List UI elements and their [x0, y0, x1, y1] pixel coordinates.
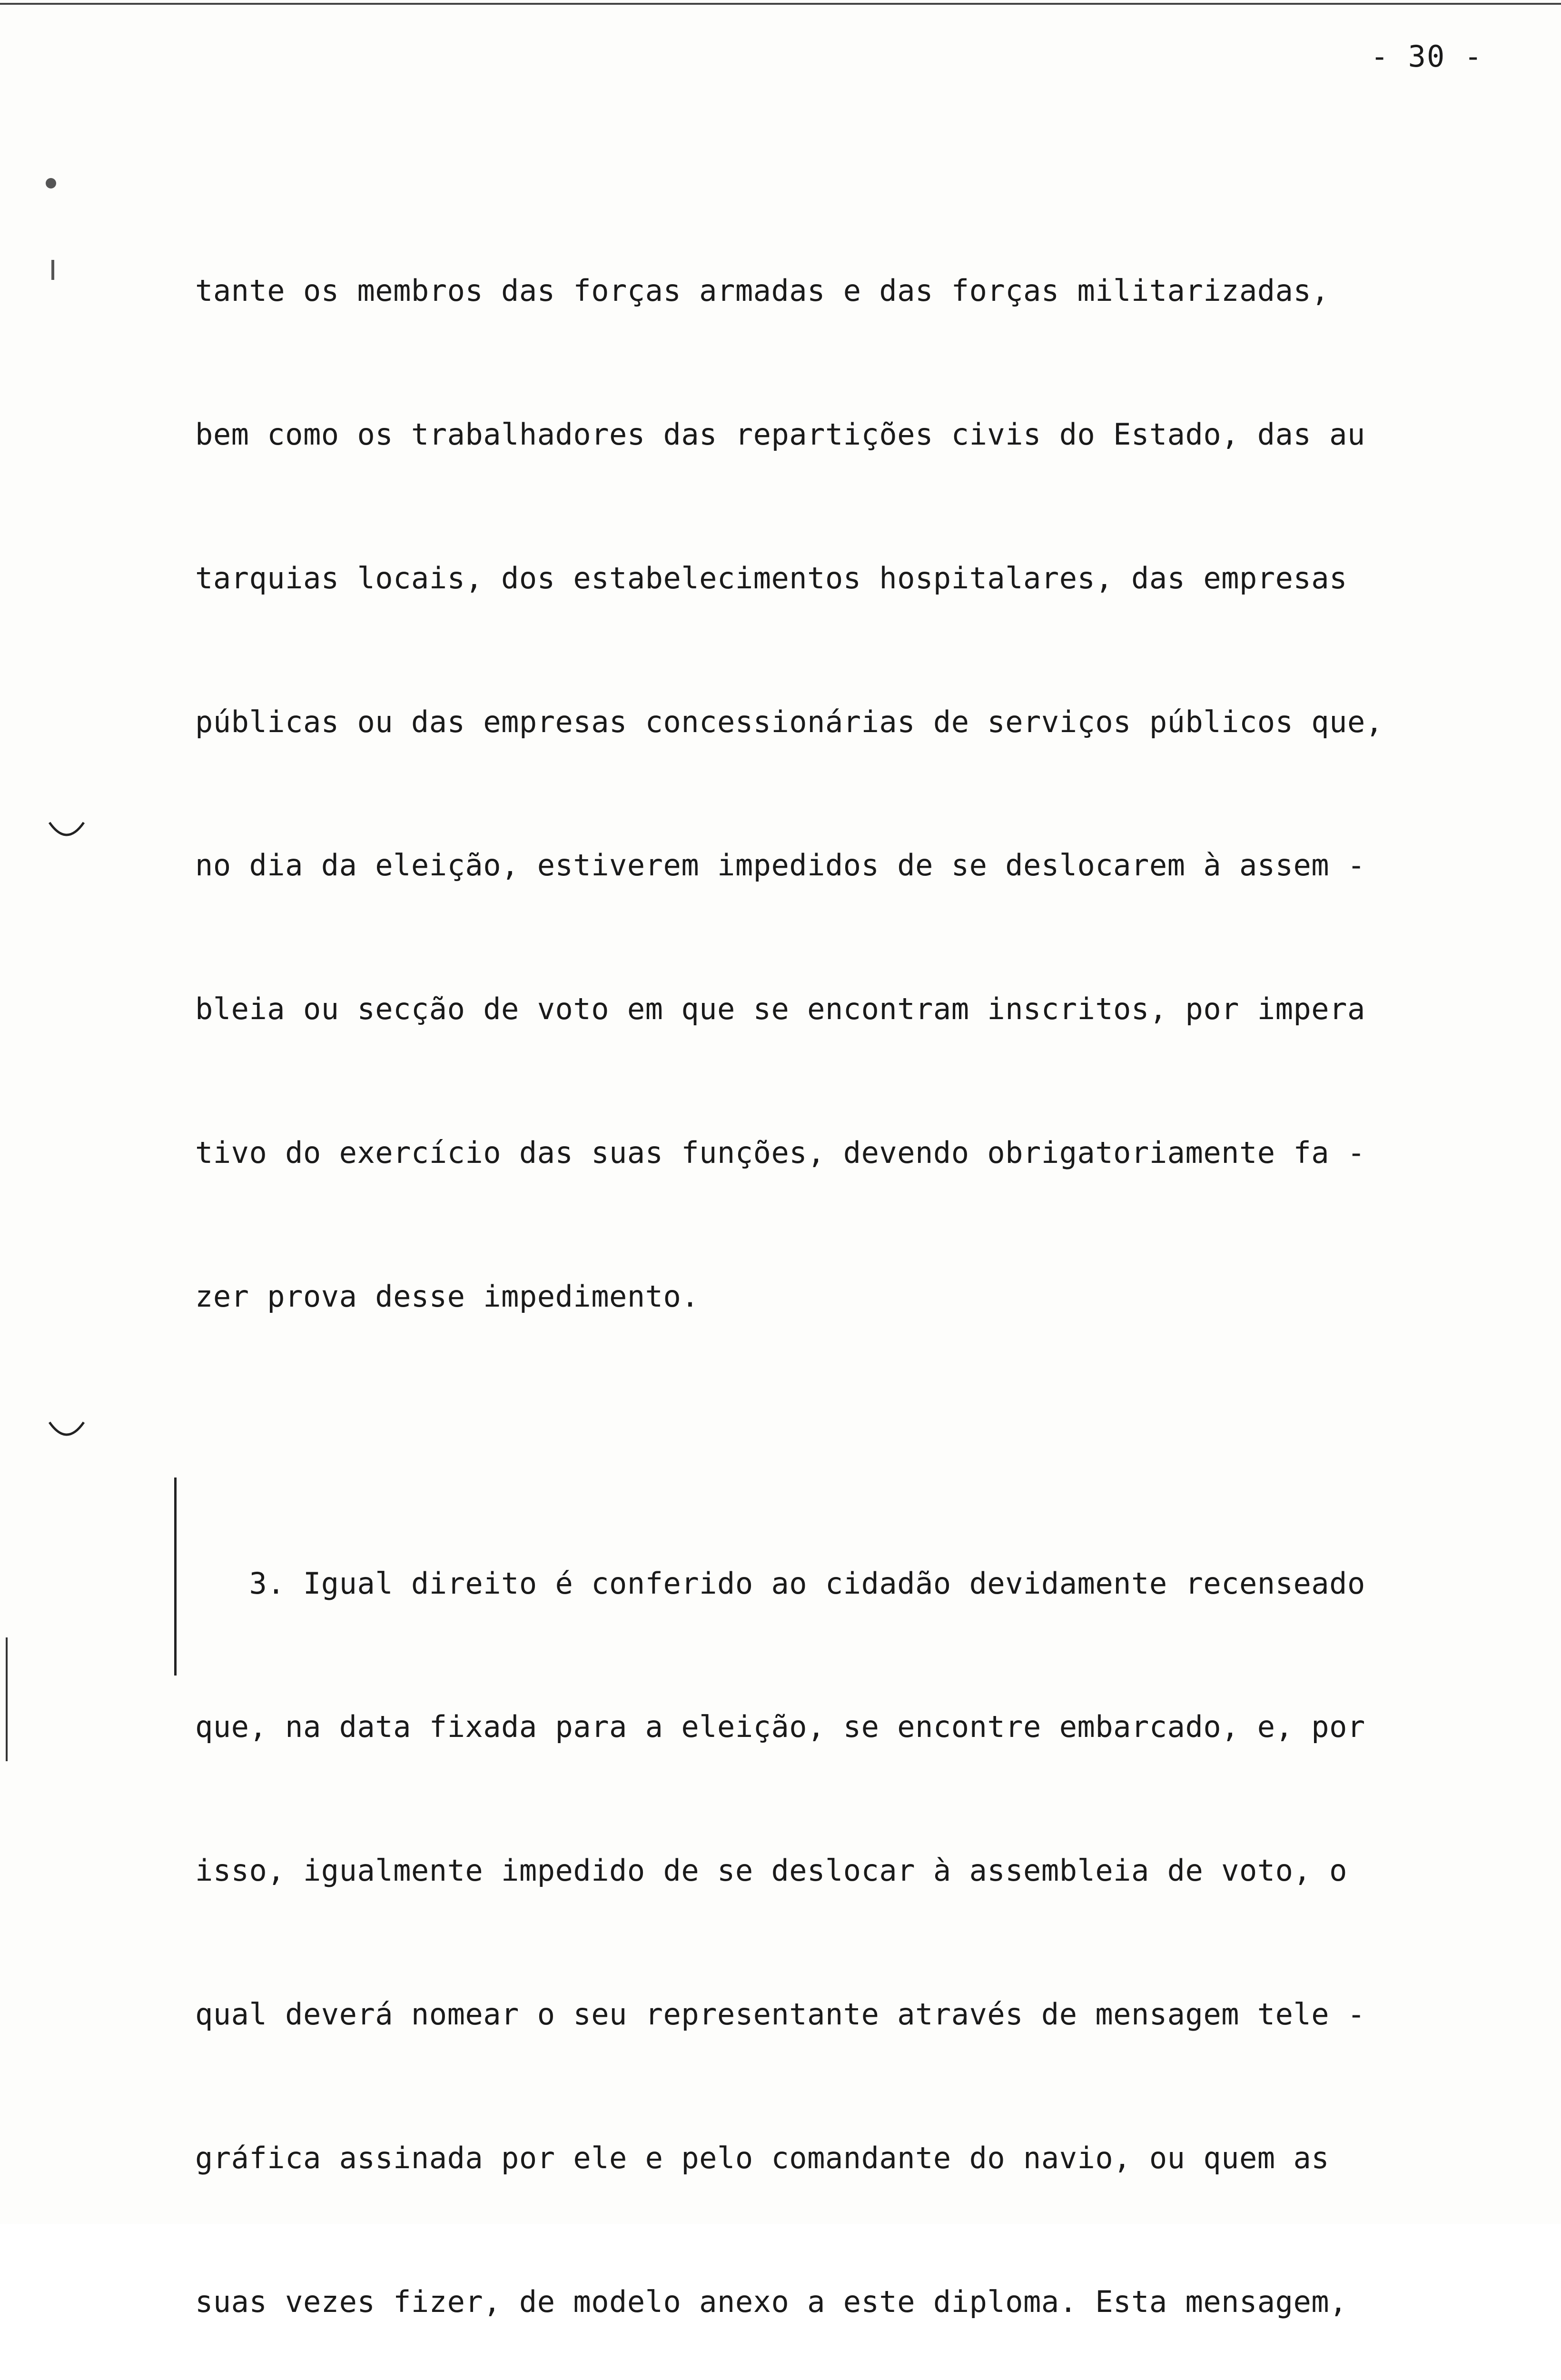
- text-line: suas vezes fizer, de modelo anexo a este diploma. Esta mensagem,: [195, 2284, 1347, 2319]
- left-edge-line: [6, 1637, 8, 1761]
- text-line: tante os membros das forças armadas e das forças militarizadas,: [195, 273, 1330, 308]
- text-line: tarquias locais, dos estabelecimentos hospitalares, das empresas: [195, 560, 1347, 595]
- paragraph-3: [195, 1464, 1509, 2380]
- punch-hole-mark: [46, 178, 56, 188]
- document-body: [195, 171, 1509, 2380]
- margin-tick-mark: [51, 260, 54, 280]
- revision-margin-bar: [174, 1478, 177, 1676]
- text-line: isso, igualmente impedido de se deslocar à assembleia de voto, o: [195, 1853, 1347, 1888]
- binding-arc-mark: [48, 819, 86, 847]
- text-line: públicas ou das empresas concessionárias de serviços públicos que,: [195, 704, 1383, 739]
- text-line: bem como os trabalhadores das repartições civis do Estado, das au: [195, 416, 1365, 452]
- binding-arc-mark: [48, 1418, 86, 1447]
- text-line: que, na data fixada para a eleição, se encontre embarcado, e, por: [195, 1709, 1365, 1745]
- text-line: qual deverá nomear o seu representante através de mensagem tele -: [195, 1996, 1365, 2032]
- text-line: gráfica assinada por ele e pelo comandante do navio, ou quem as: [195, 2140, 1330, 2175]
- text-line: 3. Igual direito é conferido ao cidadão devidamente recenseado: [195, 1566, 1365, 1601]
- text-line: no dia da eleição, estiverem impedidos de se deslocarem à assem -: [195, 848, 1365, 883]
- paragraph-gap: [195, 1416, 1509, 1464]
- text-line: bleia ou secção de voto em que se encontram inscritos, por impera: [195, 992, 1365, 1027]
- paragraph-continuation: [195, 171, 1509, 1416]
- page-number: - 30 -: [1371, 39, 1483, 74]
- top-edge-rule: [0, 3, 1561, 5]
- text-line: zer prova desse impedimento.: [195, 1279, 700, 1314]
- text-line: tivo do exercício das suas funções, devendo obrigatoriamente fa -: [195, 1135, 1365, 1170]
